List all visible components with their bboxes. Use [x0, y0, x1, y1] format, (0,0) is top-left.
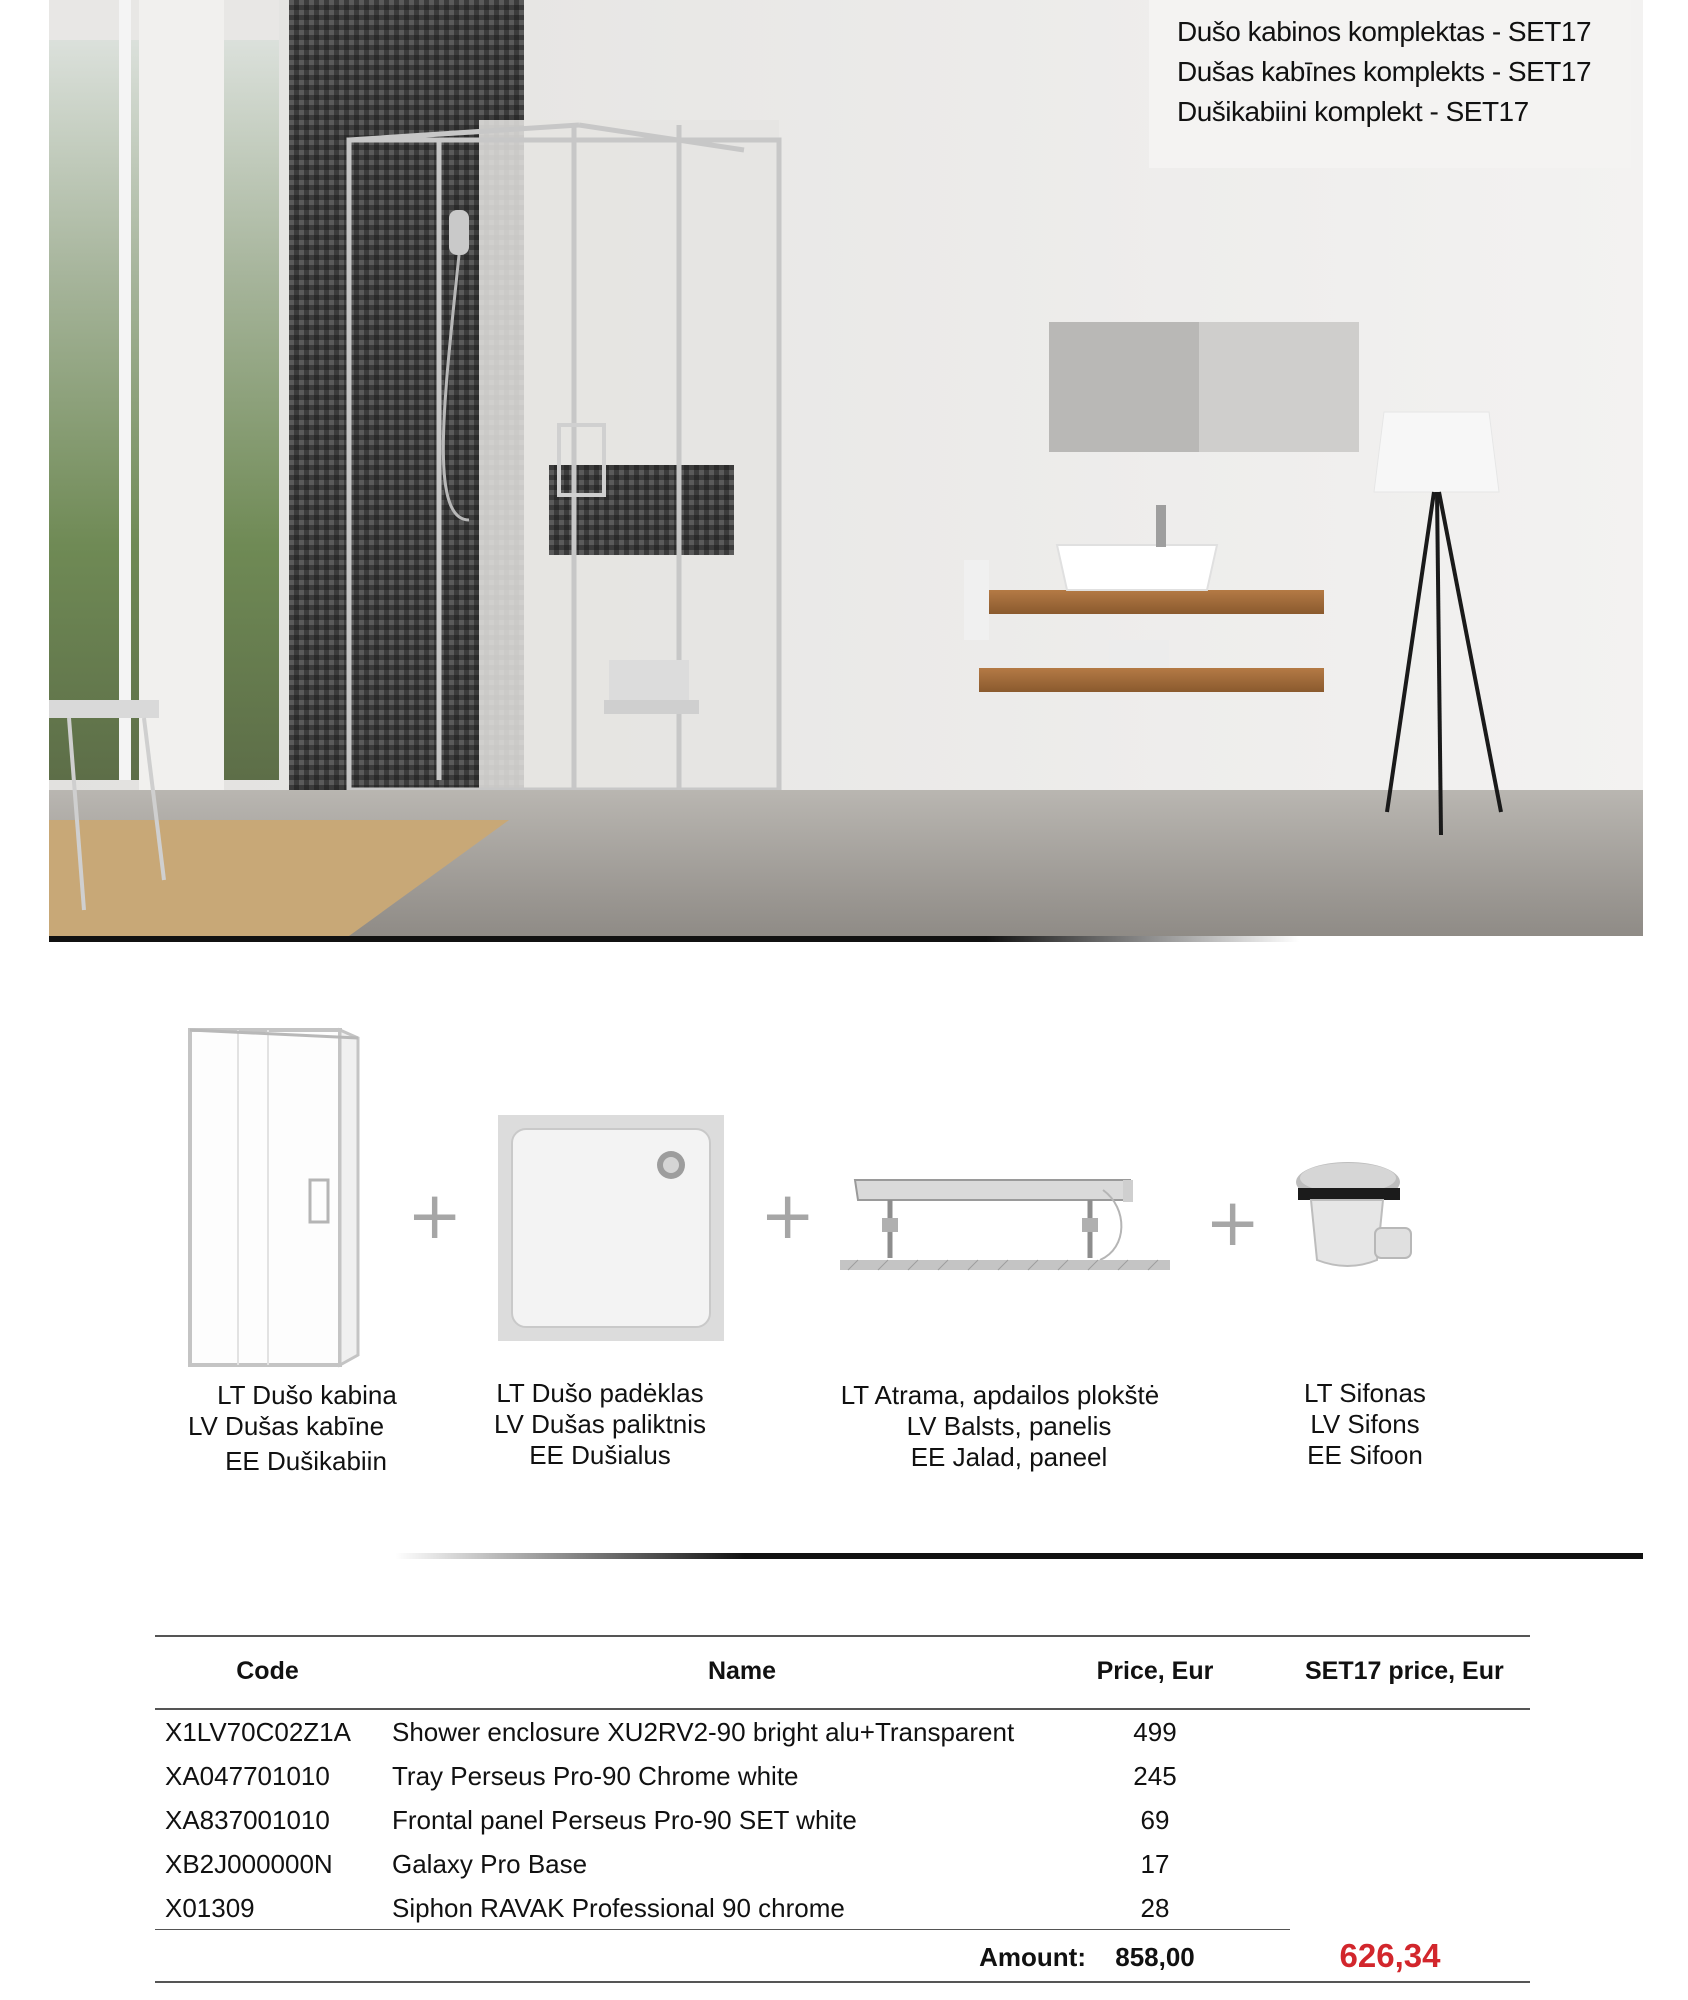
- component-label-enclosure: LT Dušo kabina LV Dušas kabīne EE Dušikabiin: [187, 1380, 397, 1476]
- set-title-lt: Dušo kabinos komplektas - SET17: [1177, 16, 1592, 47]
- set-title-lv: Dušas kabīnes komplekts - SET17: [1177, 56, 1592, 87]
- component-label-tray: LT Dušo padėklas LV Dušas paliktnis EE Dušialus: [494, 1378, 706, 1470]
- header-price: Price, Eur: [1096, 1657, 1214, 1685]
- table-top-rule: [155, 1635, 1530, 1637]
- amount-label: Amount:: [979, 1942, 1086, 1972]
- set-price-value: 626,34: [1339, 1937, 1441, 1974]
- plus-sign: +: [760, 1177, 816, 1254]
- set-title-box: [1149, 0, 1631, 168]
- siphon-icon: [1293, 1160, 1423, 1285]
- header-code: Code: [236, 1657, 299, 1685]
- plus-sign: +: [1205, 1184, 1261, 1261]
- hero-bottom-bar: [49, 936, 1299, 942]
- shower-tray-icon: [498, 1115, 724, 1346]
- set-title-ee: Dušikabiini komplekt - SET17: [1177, 96, 1529, 127]
- shower-enclosure-icon: [178, 1010, 378, 1385]
- hero-photo: [49, 0, 1643, 936]
- table-bottom-rule: [155, 1981, 1530, 1983]
- component-label-support: LT Atrama, apdailos plokštė LV Balsts, panelis EE Jalad, paneel: [840, 1380, 1160, 1472]
- header-rule: [155, 1708, 1530, 1710]
- component-label-siphon: LT Sifonas LV Sifons EE Sifoon: [1304, 1378, 1426, 1470]
- header-name: Name: [707, 1657, 777, 1685]
- plus-sign: +: [407, 1177, 463, 1254]
- support-panel-icon: [838, 1178, 1173, 1278]
- header-set-price: SET17 price, Eur: [1305, 1657, 1504, 1685]
- section-divider: [395, 1553, 1643, 1559]
- amount-rule: [155, 1929, 1290, 1930]
- amount-value: 858,00: [1115, 1942, 1195, 1972]
